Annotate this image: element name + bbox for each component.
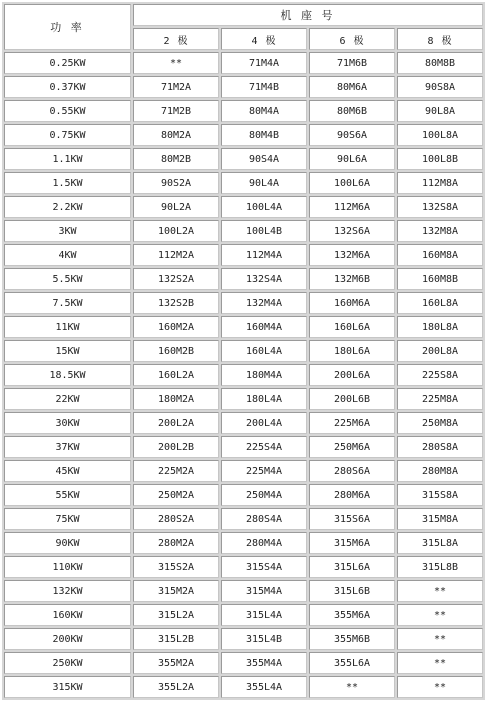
table-row — [4, 148, 483, 170]
pole-4-cell: 225S4A — [221, 436, 307, 458]
pole-4-cell: 180L4A — [221, 388, 307, 410]
power-cell: 11KW — [4, 316, 131, 338]
pole-8-cell: 225M8A — [397, 388, 483, 410]
pole-4-cell: 315L4A — [221, 604, 307, 626]
pole-6-cell: 80M6B — [309, 100, 395, 122]
pole-6-cell: 355M6B — [309, 628, 395, 650]
pole-2-cell: 90L2A — [133, 196, 219, 218]
pole-6-cell: 355L6A — [309, 652, 395, 674]
pole-2-cell: 112M2A — [133, 244, 219, 266]
pole-2-cell: 355L2A — [133, 676, 219, 698]
pole-6-cell: 132S6A — [309, 220, 395, 242]
pole-6-cell: 100L6A — [309, 172, 395, 194]
power-cell: 7.5KW — [4, 292, 131, 314]
pole-4-cell: 100L4A — [221, 196, 307, 218]
pole-6-cell: 112M6A — [309, 196, 395, 218]
pole-6-cell: 160M6A — [309, 292, 395, 314]
pole-2-cell: 71M2A — [133, 76, 219, 98]
pole-6-cell: 132M6A — [309, 244, 395, 266]
table-row — [4, 76, 483, 98]
table-row — [4, 292, 483, 314]
table-row — [4, 172, 483, 194]
pole-2-cell: 315M2A — [133, 580, 219, 602]
power-cell: 132KW — [4, 580, 131, 602]
pole-8-cell: ** — [397, 676, 483, 698]
power-cell: 250KW — [4, 652, 131, 674]
pole-6-cell: 200L6B — [309, 388, 395, 410]
pole-8-cell: 90L8A — [397, 100, 483, 122]
power-cell: 15KW — [4, 340, 131, 362]
table-row — [4, 100, 483, 122]
table-body — [4, 4, 483, 698]
power-cell: 110KW — [4, 556, 131, 578]
pole-8-cell: 250M8A — [397, 412, 483, 434]
pole-6-cell: 315L6B — [309, 580, 395, 602]
table-row — [4, 412, 483, 434]
pole-2-cell: 160M2A — [133, 316, 219, 338]
table-row — [4, 244, 483, 266]
pole-8-cell: 160M8A — [397, 244, 483, 266]
pole-8-cell: 280M8A — [397, 460, 483, 482]
table-row — [4, 604, 483, 626]
pole-2-cell: 160L2A — [133, 364, 219, 386]
table-row — [4, 436, 483, 458]
frame-header: 机 座 号 — [133, 4, 483, 26]
pole-2-cell: 200L2A — [133, 412, 219, 434]
pole-2-cell: 315L2A — [133, 604, 219, 626]
table-row — [4, 652, 483, 674]
table-row — [4, 484, 483, 506]
pole-8-cell: 280S8A — [397, 436, 483, 458]
pole-8-header: 8 极 — [397, 28, 483, 50]
pole-4-cell: 315M4A — [221, 580, 307, 602]
pole-8-cell: 225S8A — [397, 364, 483, 386]
pole-4-cell: 315L4B — [221, 628, 307, 650]
pole-2-cell: 90S2A — [133, 172, 219, 194]
table-row — [4, 628, 483, 650]
power-cell: 18.5KW — [4, 364, 131, 386]
pole-4-cell: 200L4A — [221, 412, 307, 434]
pole-2-cell: 280S2A — [133, 508, 219, 530]
table-row — [4, 388, 483, 410]
pole-2-cell: 71M2B — [133, 100, 219, 122]
pole-6-cell: 132M6B — [309, 268, 395, 290]
pole-4-cell: 180M4A — [221, 364, 307, 386]
power-cell: 5.5KW — [4, 268, 131, 290]
pole-6-cell: 315S6A — [309, 508, 395, 530]
pole-4-cell: 132M4A — [221, 292, 307, 314]
table-row — [4, 220, 483, 242]
pole-2-cell: 100L2A — [133, 220, 219, 242]
power-cell: 315KW — [4, 676, 131, 698]
power-cell: 3KW — [4, 220, 131, 242]
power-cell: 0.55KW — [4, 100, 131, 122]
pole-8-cell: ** — [397, 628, 483, 650]
power-cell: 0.75KW — [4, 124, 131, 146]
pole-8-cell: 132S8A — [397, 196, 483, 218]
pole-2-cell: 250M2A — [133, 484, 219, 506]
pole-6-cell: 71M6B — [309, 52, 395, 74]
pole-2-cell: 132S2B — [133, 292, 219, 314]
motor-frame-table-wrapper — [2, 2, 485, 700]
pole-2-cell: 160M2B — [133, 340, 219, 362]
pole-2-cell: ** — [133, 52, 219, 74]
pole-8-cell: 80M8B — [397, 52, 483, 74]
table-row — [4, 268, 483, 290]
pole-4-cell: 71M4A — [221, 52, 307, 74]
pole-4-cell: 355L4A — [221, 676, 307, 698]
pole-4-cell: 100L4B — [221, 220, 307, 242]
pole-6-cell: 160L6A — [309, 316, 395, 338]
pole-8-cell: ** — [397, 580, 483, 602]
pole-6-header: 6 极 — [309, 28, 395, 50]
pole-4-cell: 132S4A — [221, 268, 307, 290]
pole-8-cell: 90S8A — [397, 76, 483, 98]
table-row — [4, 676, 483, 698]
power-cell: 0.37KW — [4, 76, 131, 98]
pole-8-cell: 160L8A — [397, 292, 483, 314]
pole-6-cell: 280M6A — [309, 484, 395, 506]
pole-2-cell: 280M2A — [133, 532, 219, 554]
pole-2-cell: 355M2A — [133, 652, 219, 674]
pole-2-cell: 315L2B — [133, 628, 219, 650]
power-cell: 75KW — [4, 508, 131, 530]
pole-4-cell: 225M4A — [221, 460, 307, 482]
pole-4-cell: 80M4A — [221, 100, 307, 122]
pole-2-cell: 225M2A — [133, 460, 219, 482]
pole-6-cell: 200L6A — [309, 364, 395, 386]
pole-8-cell: 315L8A — [397, 532, 483, 554]
pole-8-cell: 315S8A — [397, 484, 483, 506]
pole-8-cell: 100L8A — [397, 124, 483, 146]
table-row — [4, 556, 483, 578]
table-row — [4, 532, 483, 554]
pole-2-header: 2 极 — [133, 28, 219, 50]
pole-4-cell: 160M4A — [221, 316, 307, 338]
pole-8-cell: 132M8A — [397, 220, 483, 242]
table-row — [4, 508, 483, 530]
power-cell: 2.2KW — [4, 196, 131, 218]
pole-6-cell: 90S6A — [309, 124, 395, 146]
pole-6-cell: 280S6A — [309, 460, 395, 482]
pole-4-cell: 280S4A — [221, 508, 307, 530]
pole-6-cell: 180L6A — [309, 340, 395, 362]
power-cell: 4KW — [4, 244, 131, 266]
pole-2-cell: 80M2B — [133, 148, 219, 170]
pole-4-cell: 160L4A — [221, 340, 307, 362]
pole-4-cell: 80M4B — [221, 124, 307, 146]
pole-6-cell: ** — [309, 676, 395, 698]
power-cell: 30KW — [4, 412, 131, 434]
pole-8-cell: 200L8A — [397, 340, 483, 362]
pole-6-cell: 225M6A — [309, 412, 395, 434]
pole-4-cell: 315S4A — [221, 556, 307, 578]
power-cell: 37KW — [4, 436, 131, 458]
pole-6-cell: 355M6A — [309, 604, 395, 626]
power-cell: 1.1KW — [4, 148, 131, 170]
table-row — [4, 364, 483, 386]
pole-8-cell: 100L8B — [397, 148, 483, 170]
pole-6-cell: 315M6A — [309, 532, 395, 554]
pole-4-cell: 90L4A — [221, 172, 307, 194]
pole-2-cell: 200L2B — [133, 436, 219, 458]
pole-4-cell: 250M4A — [221, 484, 307, 506]
pole-6-cell: 315L6A — [309, 556, 395, 578]
pole-8-cell: 315M8A — [397, 508, 483, 530]
table-row — [4, 580, 483, 602]
table-row — [4, 52, 483, 74]
motor-frame-table — [2, 2, 485, 700]
power-cell: 160KW — [4, 604, 131, 626]
pole-2-cell: 315S2A — [133, 556, 219, 578]
header-row — [4, 4, 483, 26]
power-cell: 22KW — [4, 388, 131, 410]
pole-6-cell: 250M6A — [309, 436, 395, 458]
power-cell: 1.5KW — [4, 172, 131, 194]
pole-8-cell: ** — [397, 604, 483, 626]
pole-2-cell: 180M2A — [133, 388, 219, 410]
table-row — [4, 316, 483, 338]
pole-4-cell: 71M4B — [221, 76, 307, 98]
pole-4-cell: 112M4A — [221, 244, 307, 266]
pole-8-cell: 315L8B — [397, 556, 483, 578]
pole-6-cell: 90L6A — [309, 148, 395, 170]
pole-8-cell: 112M8A — [397, 172, 483, 194]
pole-4-cell: 280M4A — [221, 532, 307, 554]
table-row — [4, 460, 483, 482]
pole-6-cell: 80M6A — [309, 76, 395, 98]
table-row — [4, 196, 483, 218]
power-cell: 90KW — [4, 532, 131, 554]
pole-8-cell: ** — [397, 652, 483, 674]
power-cell: 0.25KW — [4, 52, 131, 74]
pole-2-cell: 132S2A — [133, 268, 219, 290]
power-cell: 200KW — [4, 628, 131, 650]
pole-4-cell: 355M4A — [221, 652, 307, 674]
power-cell: 55KW — [4, 484, 131, 506]
pole-8-cell: 160M8B — [397, 268, 483, 290]
pole-2-cell: 80M2A — [133, 124, 219, 146]
pole-4-cell: 90S4A — [221, 148, 307, 170]
power-cell: 45KW — [4, 460, 131, 482]
table-row — [4, 340, 483, 362]
pole-8-cell: 180L8A — [397, 316, 483, 338]
pole-4-header: 4 极 — [221, 28, 307, 50]
table-row — [4, 124, 483, 146]
power-header: 功 率 — [4, 4, 131, 50]
